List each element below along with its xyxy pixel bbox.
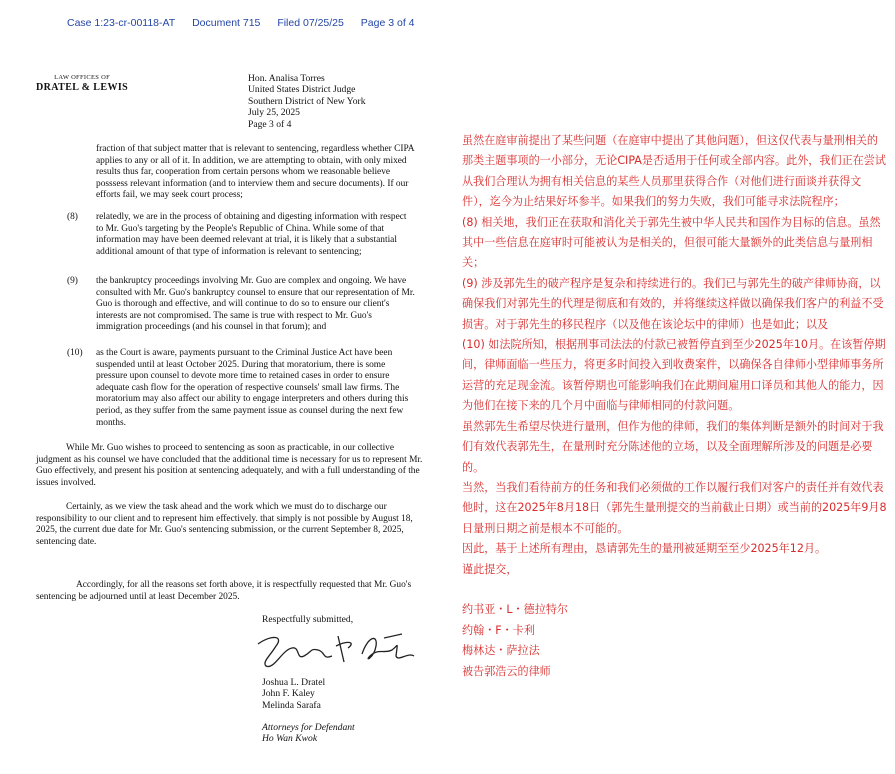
- item-10-text: as the Court is aware, payments pursuant to the Criminal Justice Act have been suspended until at least October 2025. During that moratorium, there is some pressure upon counsel to devote more time to retained cases in order to ensure adequate cash flow for the operation of respective counsels' small law firms. The moratorium may also affect our ability to engage interpreters and others during this period, as they suffer from the same payment issue as counsel during the next few months.: [96, 348, 409, 428]
- judge-title: United States District Judge: [248, 84, 356, 96]
- translation-item-9: (9) 涉及郭先生的破产程序是复杂和持续进行的。我们已与郭先生的破产律师协商，以确保我们对郭先生的代理是彻底和有效的，并将继续这样做以确保我们客户的利益不受损害。对于郭先生的移民程序（以及他在该论坛中的律师）也是如此；以及: [462, 276, 884, 331]
- item-8-number: (8): [67, 212, 78, 222]
- item-8-text: relatedly, we are in the process of obtaining and digesting information with respect to Mr. Guo's targeting by the People's Republic of China. While some of that information may have been deemed relevant at trial, it is likely that a substantial additional amount of that type of information is relevant to sentencing;: [96, 212, 407, 257]
- paragraph-request: Accordingly, for all the reasons set forth above, it is respectfully requested that Mr. Guo's sentencing be adjourned until at least December 2025.: [36, 580, 412, 602]
- paragraph-task-ahead: Certainly, as we view the task ahead and the work which we must do to discharge our responsibility to our client and to represent him effectively. that simply is not possible by August 18, 2025, the current due date for Mr. Guo's sentencing submission, or the current September 8, 2025, sentencing date.: [36, 502, 413, 547]
- translation-role: 被告郭浩云的律师: [462, 664, 551, 678]
- role-line-1: Attorneys for Defendant: [262, 722, 355, 733]
- signer-list: [262, 677, 325, 711]
- translation-paragraph-2: 当然，当我们看待前方的任务和我们必须做的工作以履行我们对客户的责任并有效代表他时，这在2025年8月18日（郭先生量刑提交的当前截止日期）或当前的2025年9月8日量刑日期之前是根本不可能的。: [462, 480, 887, 535]
- addressee-block: [248, 73, 366, 130]
- firm-name: DRATEL & LEWIS: [36, 82, 129, 93]
- translation-item-10: (10) 如法院所知，根据刑事司法法的付款已被暂停直到至少2025年10月。在该暂停期间，律师面临一些压力，将更多时间投入到收费案件，以确保各自律师小型律师事务所运营的充足现金流。该暂停期也可能影响我们在此期间雇用口译员和其他人的能力，因为他们在接下来的几个月中面临与律师相同的付款问题。: [462, 338, 886, 413]
- role-line-2: Ho Wan Kwok: [262, 733, 318, 745]
- paragraph-additional-time: While Mr. Guo wishes to proceed to sentencing as soon as practicable, in our collective judgment as his counsel we have concluded that the additional time is necessary for us to represent Mr. Guo effectively, and present his position at sentencing adequately, and with a full understanding of the issues involved.: [36, 443, 423, 488]
- signer-dratel: Joshua L. Dratel: [262, 677, 326, 688]
- item-9-number: (9): [67, 276, 78, 286]
- translation-intro: 虽然在庭审前提出了某些问题（在庭审中提出了其他问题），但这仅代表与量刑相关的那类主题事项的一小部分，无论CIPA是否适用于任何或全部内容。此外，我们正在尝试从我们合理认为拥有相关信息的某些人员那里获得合作（对他们进行面谈并获得文件），迄今为止结果好坏参半。如果我们的努力失败，我们可能寻求法院程序；: [462, 134, 886, 209]
- item-10-number: (10): [67, 348, 83, 358]
- letter-page: Page 3 of 4: [248, 118, 292, 130]
- case-number: Case 1:23-cr-00118-AT: [67, 17, 176, 29]
- judge-name: Hon. Analisa Torres: [248, 73, 325, 84]
- court-district: Southern District of New York: [248, 95, 366, 107]
- closing: Respectfully submitted,: [262, 614, 354, 625]
- translation-paragraph-1: 虽然郭先生希望尽快进行量刑，但作为他的律师，我们的集体判断是额外的时间对于我们有效代表郭先生，在量刑时充分陈述他的立场，以及全面理解所涉及的问题是必要的。: [462, 419, 884, 474]
- signer-kaley: John F. Kaley: [262, 688, 315, 700]
- page-indicator: Page 3 of 4: [360, 17, 415, 29]
- translation-signer-1: 约书亚・L・德拉特尔: [462, 603, 569, 617]
- translation-signer-2: 约翰・F・卡利: [462, 623, 535, 637]
- letterhead: [36, 74, 128, 93]
- intro-paragraph: fraction of that subject matter that is relevant to sentencing, regardless whether CIPA applies to any or all of it. In addition, we are attempting to obtain, with only mixed results thus far, cooperation from certain persons whom we reasonable believe posssess relevant information (and to interview them and secure documents). If our efforts fail, we may seek court process;: [96, 144, 415, 201]
- translation-closing: 谨此提交，: [462, 562, 518, 576]
- translation-paragraph-3: 因此，基于上述所有理由，恳请郭先生的量刑被延期至至少2025年12月。: [462, 542, 827, 556]
- document-number: Document 715: [192, 17, 261, 29]
- court-filing-header: [67, 17, 415, 29]
- handwritten-signature: [252, 626, 422, 672]
- translation-spacer: [462, 580, 888, 600]
- letterhead-caption: LAW OFFICES OF: [54, 74, 111, 81]
- chinese-translation: [462, 131, 888, 682]
- translation-item-8: (8) 相关地，我们正在获取和消化关于郭先生被中华人民共和国作为目标的信息。虽然其中一些信息在庭审时可能被认为是相关的，但很可能大量额外的此类信息与量刑相关；: [462, 215, 881, 270]
- filed-date: Filed 07/25/25: [277, 17, 344, 29]
- attorney-role: [262, 722, 355, 745]
- signer-sarafa: Melinda Sarafa: [262, 699, 321, 711]
- letter-date: July 25, 2025: [248, 107, 300, 119]
- item-9-text: the bankruptcy proceedings involving Mr. Guo are complex and ongoing. We have consulted with Mr. Guo's bankruptcy counsel to ensure that our representation of Mr. Guo is thorough and effective, and will continue to do so to ensure our client's interests are not compromised. The same is true with respect to Mr. Guo's immigration proceedings (and his counsel in that forum); and: [96, 276, 415, 333]
- translation-signer-3: 梅林达・萨拉法: [462, 644, 540, 658]
